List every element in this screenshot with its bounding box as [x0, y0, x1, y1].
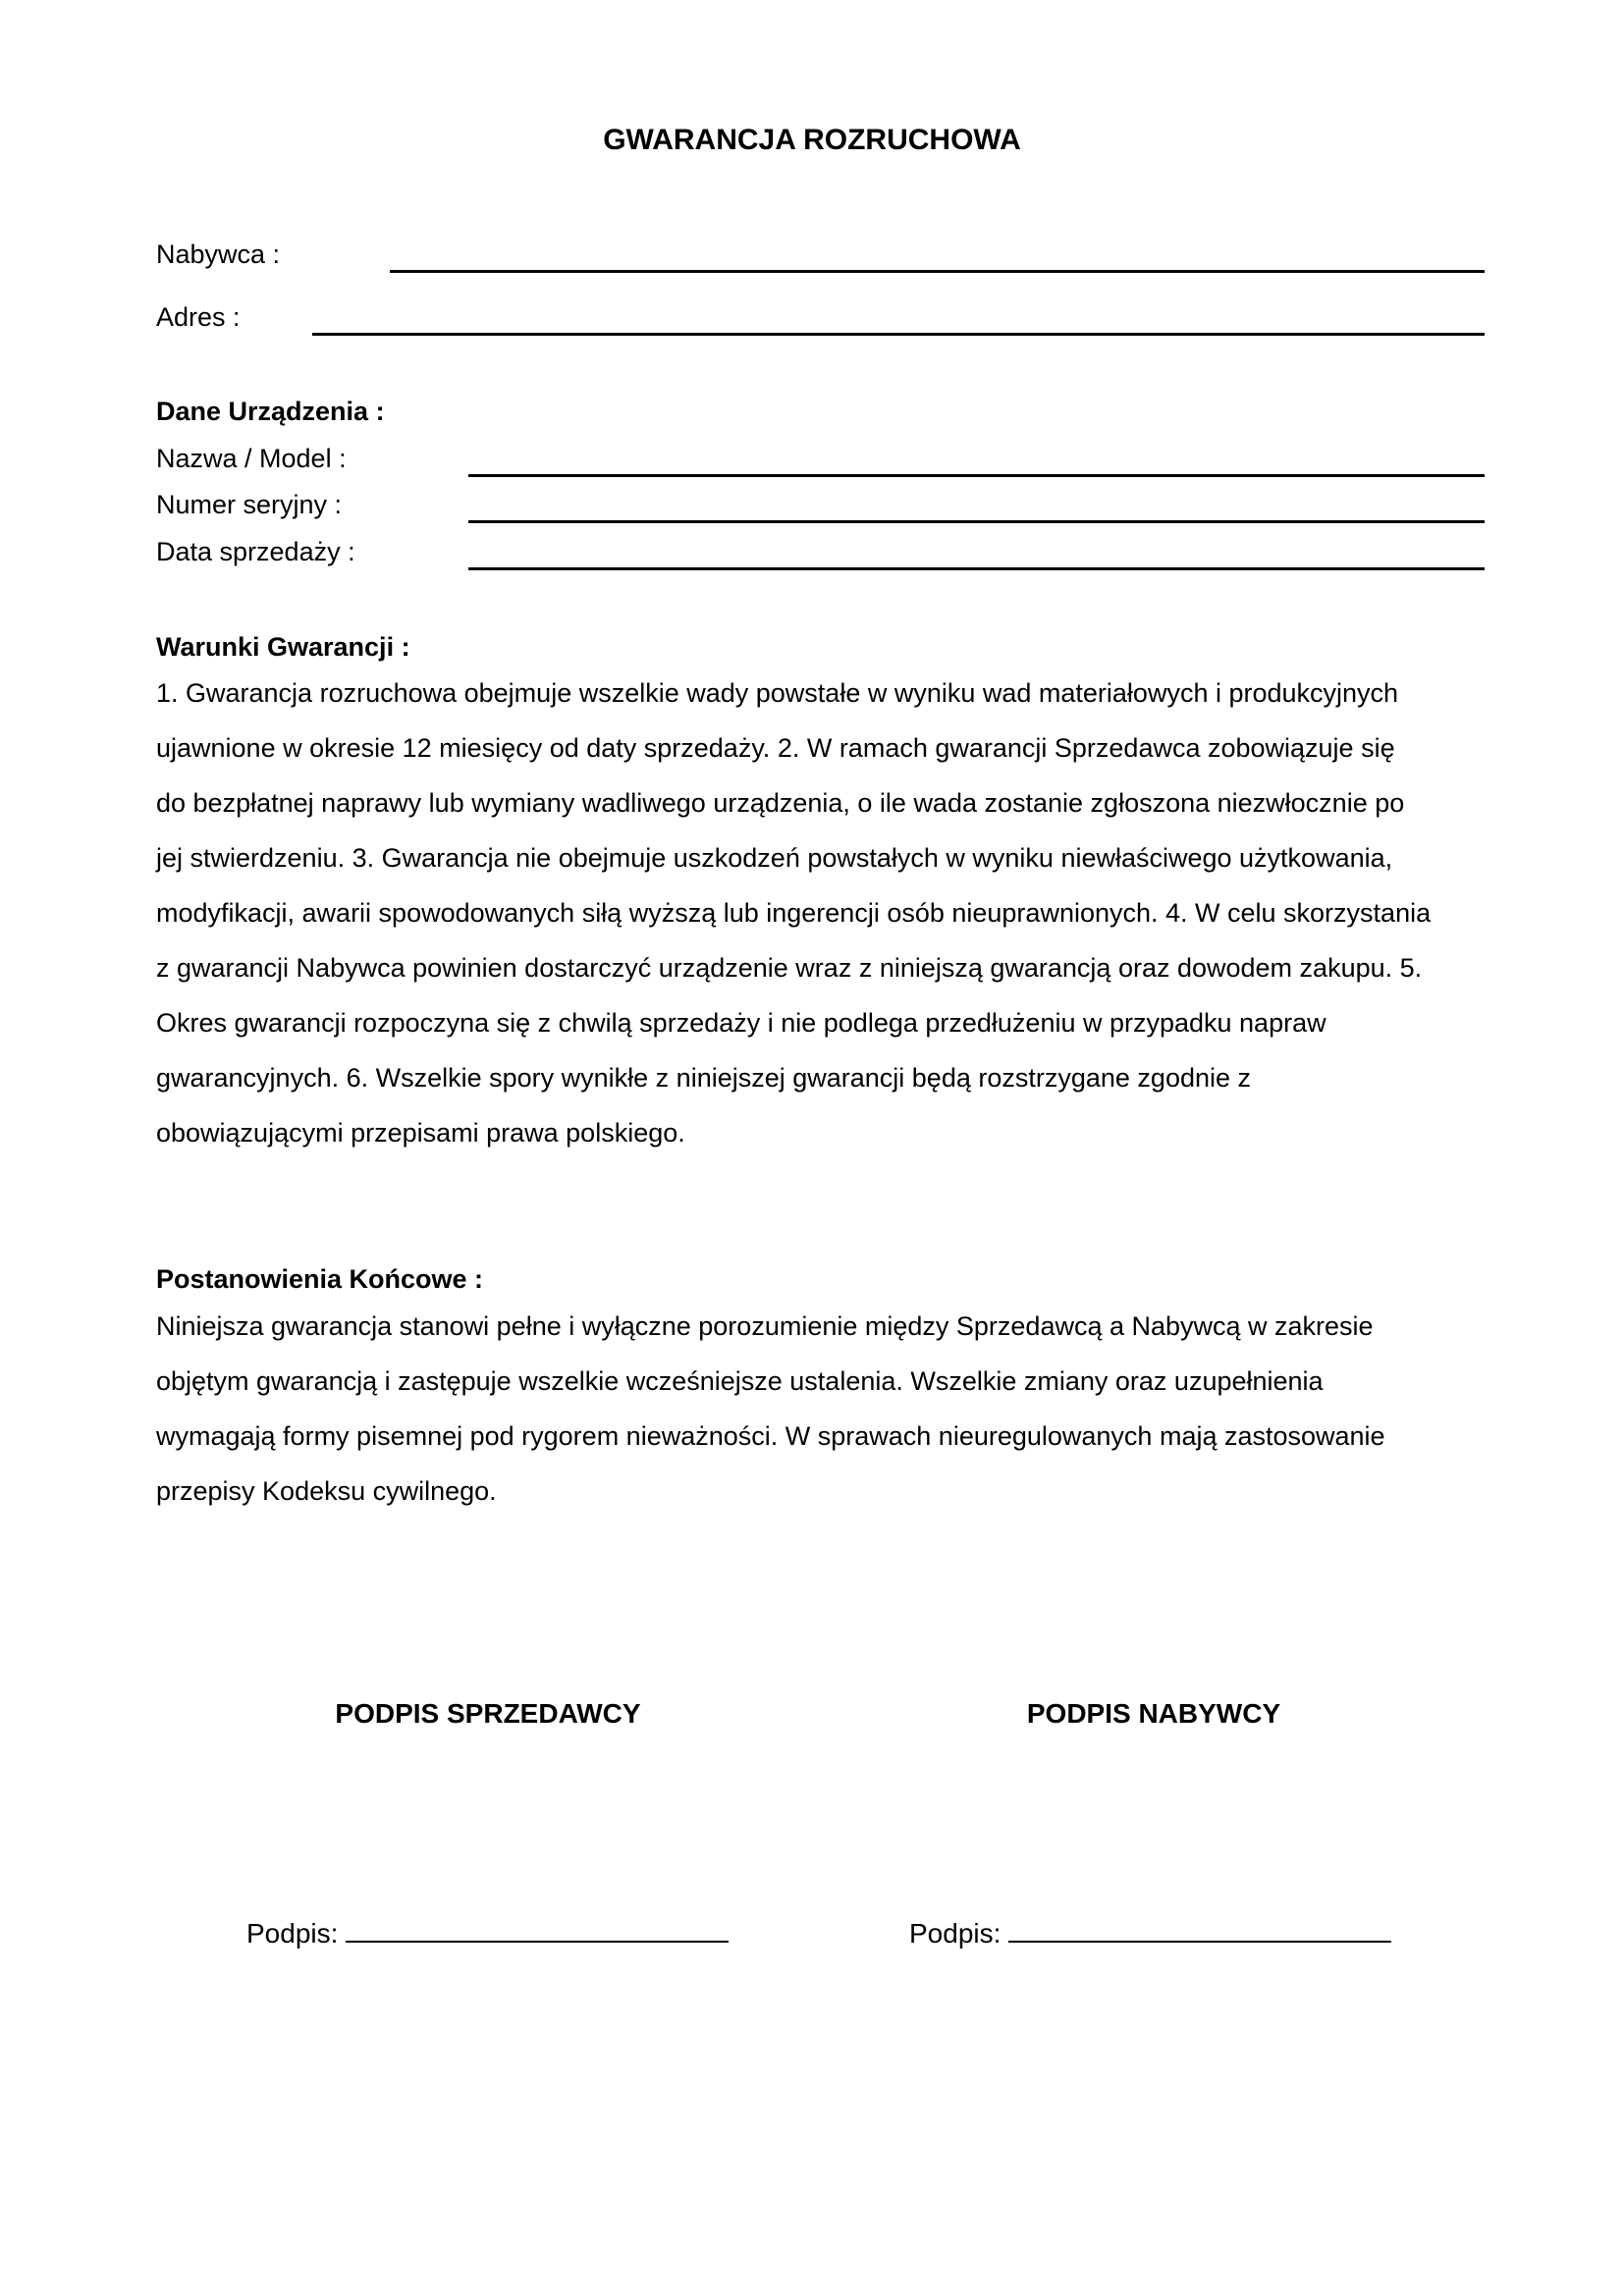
buyer-signature-title: PODPIS NABYWCY [1026, 1698, 1281, 1729]
conditions-line: modyfikacji, awarii spowodowanych siłą wyższą lub ingerencji osób nieuprawnionych. 4. W celu skorzystania [156, 898, 1432, 928]
seller-signature-line[interactable] [246, 1917, 729, 1950]
page-title: GWARANCJA ROZRUCHOWA [603, 124, 1021, 156]
serial-number-field-line[interactable] [468, 520, 1485, 523]
seller-signature-title: PODPIS SPRZEDAWCY [335, 1698, 641, 1729]
conditions-line: Okres gwarancji rozpoczyna się z chwilą sprzedaży i nie podlega przedłużeniu w przypadku napraw [156, 1008, 1326, 1038]
final-provisions-line: przepisy Kodeksu cywilnego. [156, 1476, 497, 1506]
buyer-field-line[interactable] [390, 270, 1485, 273]
conditions-line: gwarancyjnych. 6. Wszelkie spory wynikłe z niniejszej gwarancji będą rozstrzygane zgodnie z [156, 1063, 1252, 1093]
conditions-heading: Warunki Gwarancji : [156, 632, 410, 662]
buyer-signature-blank[interactable] [1008, 1917, 1391, 1943]
conditions-text [156, 666, 1491, 1160]
final-provisions-heading: Postanowienia Końcowe : [156, 1264, 484, 1294]
conditions-line: jej stwierdzeniu. 3. Gwarancja nie obejmuje uszkodzeń powstałych w wyniku niewłaściwego użytkowania, [156, 843, 1393, 873]
seller-signature-blank[interactable] [346, 1917, 729, 1943]
sale-date-label: Data sprzedaży : [156, 537, 355, 566]
address-field-line[interactable] [312, 333, 1485, 336]
buyer-label: Nabywca : [156, 240, 281, 269]
conditions-line: 1. Gwarancja rozruchowa obejmuje wszelkie wady powstałe w wyniku wad materiałowych i produkcyjnych [156, 678, 1399, 708]
conditions-line: obowiązującymi przepisami prawa polskiego. [156, 1118, 685, 1148]
final-provisions-line: Niniejsza gwarancja stanowi pełne i wyłączne porozumienie między Sprzedawcą a Nabywcą w zakresie [156, 1311, 1374, 1341]
final-provisions-line: wymagają formy pisemnej pod rygorem nieważności. W sprawach nieuregulowanych mają zastosowanie [156, 1421, 1385, 1451]
conditions-line: do bezpłatnej naprawy lub wymiany wadliwego urządzenia, o ile wada zostanie zgłoszona niezwłocznie po [156, 788, 1405, 818]
device-heading: Dane Urządzenia : [156, 397, 385, 426]
final-provisions-line: objętym gwarancją i zastępuje wszelkie wcześniejsze ustalenia. Wszelkie zmiany oraz uzupełnienia [156, 1366, 1324, 1396]
conditions-line: ujawnione w okresie 12 miesięcy od daty sprzedaży. 2. W ramach gwarancji Sprzedawca zobowiązuje się [156, 733, 1395, 763]
buyer-signature-line[interactable] [909, 1917, 1391, 1950]
buyer-signature-label: Podpis: [909, 1918, 1001, 1949]
address-label: Adres : [156, 302, 241, 332]
final-provisions-text [156, 1299, 1491, 1519]
device-name-label: Nazwa / Model : [156, 444, 347, 473]
conditions-line: z gwarancji Nabywca powinien dostarczyć urządzenie wraz z niniejszą gwarancją oraz dowodem zakupu. 5. [156, 953, 1423, 983]
serial-number-label: Numer seryjny : [156, 490, 343, 519]
sale-date-field-line[interactable] [468, 567, 1485, 570]
seller-signature-label: Podpis: [246, 1918, 339, 1949]
device-name-field-line[interactable] [468, 474, 1485, 477]
